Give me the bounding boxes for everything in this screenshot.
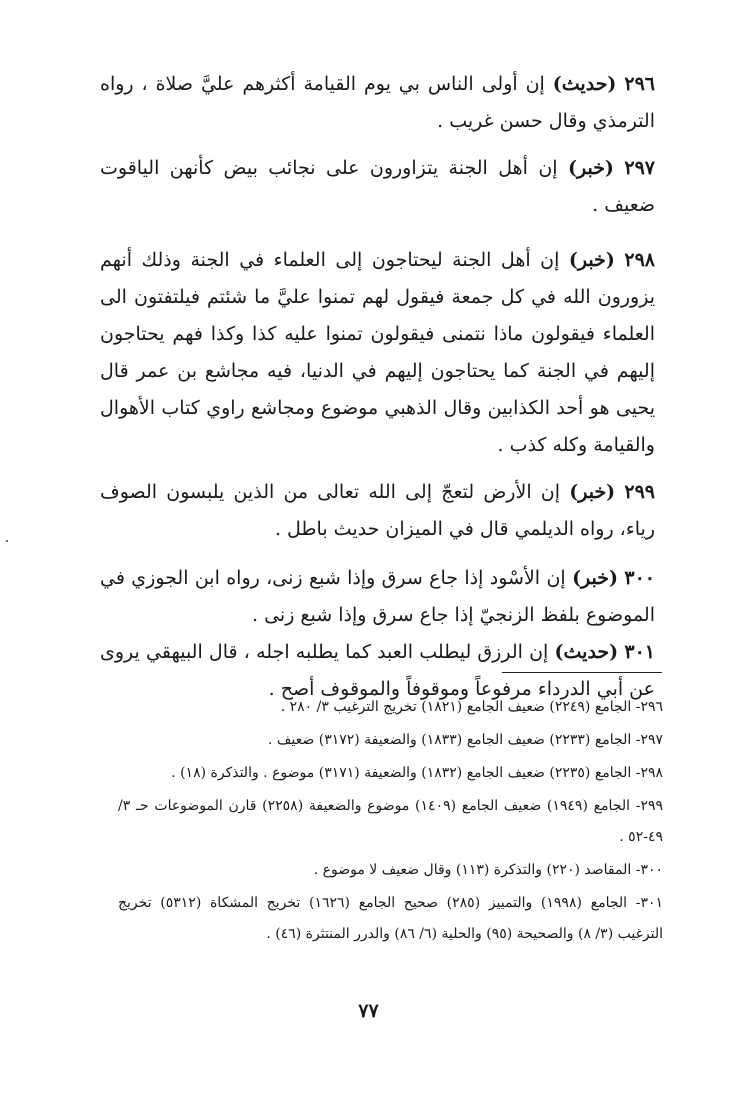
entry-number: ٢٩٧ [624, 157, 655, 179]
entry-number: ٢٩٨ [624, 249, 656, 271]
entry-number: ٣٠٠ [624, 567, 656, 589]
entry-text: إن الأسْود إذا جاع سرق وإذا شبع زنى، رواه ابن الجوزي في الموضوع بلفظ الزنجيّ إذا جاع سرق وإذا شبع زنى . [100, 567, 655, 626]
entry-label: (خبر) [567, 157, 614, 179]
page-number: ٧٧ [358, 1000, 379, 1022]
entry-text: إن أهل الجنة ليحتاجون إلى العلماء في الجنة وذلك أنهم يزورون الله في كل جمعة فيقول لهم تمنوا عليَّ ما شئتم فيلتفتون الى العلماء فيقولون ماذا نتمنى فيقولون تمنوا عليه كذا وكذا فهم يحتاجون إليهم في الجنة كما يحتاجون إليهم في الدنيا، فيه مجاشع بن عمر قال يحيى هو أحد الكذابين وقال الذهبي موضوع ومجاشع راوي كتاب الأهوال والقيامة وكله كذب . [100, 249, 655, 456]
entry-300 [100, 560, 655, 634]
entry-number: ٣٠١ [624, 641, 655, 663]
entry-text: إن الأرض لتعجّ إلى الله تعالى من الذين يلبسون الصوف رياء، رواه الديلمي قال في الميزان حديث باطل . [100, 481, 655, 540]
main-text [100, 66, 655, 718]
entry-text: إن أولى الناس بي يوم القيامة أكثرهم عليَّ صلاة ، رواه الترمذي وقال حسن غريب . [100, 73, 655, 132]
footnote-301: ٣٠١- الجامع (١٩٩٨) والتمييز (٢٨٥) صحيح الجامع (١٦٢٦) تخريج المشكاة (٥٣١٢) تخريج الترغيب (٣/ ٨) والصحيحة (٩٥) والحلية (٦/ ٨٦) والدرر المنتثرة (٤٦) . [118, 895, 663, 942]
entry-298 [100, 242, 655, 464]
entry-text: إن الرزق ليطلب العبد كما يطلبه اجله ، قال البيهقي يروى عن أبي الدرداء مرفوعاً وموقوفاً والموقوف أصح . [100, 641, 655, 700]
entry-number: ٢٩٩ [624, 481, 656, 503]
scan-speck [6, 540, 8, 542]
entry-label: (حديث) [552, 73, 617, 95]
entry-number: ٢٩٦ [624, 73, 655, 95]
footnote-297: ٢٩٧- الجامع (٢٢٣٣) ضعيف الجامع (١٨٣٣) والضعيفة (٣١٧٢) ضعيف . [268, 732, 663, 748]
footnote-divider [502, 672, 662, 673]
footnote-299: ٢٩٩- الجامع (١٩٤٩) ضعيف الجامع (١٤٠٩) موضوع والضعيفة (٢٢٥٨) قارن الموضوعات حـ ٣/ ٤٩-٥٢ . [118, 798, 663, 845]
footnote-296: ٢٩٦- الجامع (٢٢٤٩) ضعيف الجامع (١٨٢١) تخريج الترغيب ٣/ ٢٨٠ . [280, 699, 663, 715]
footnote-298: ٢٩٨- الجامع (٢٢٣٥) ضعيف الجامع (١٨٣٢) والضعيفة (٣١٧١) موضوع . والتذكرة (١٨) . [171, 765, 663, 781]
entry-296 [100, 66, 655, 140]
entry-299 [100, 474, 655, 548]
entry-text: إن أهل الجنة يتزاورون على نجائب بيض كأنهن الياقوت ضعيف . [100, 157, 655, 216]
footnotes [118, 692, 663, 952]
entry-label: (خبر) [569, 481, 616, 503]
entry-label: (خبر) [572, 567, 619, 589]
entry-label: (خبر) [568, 249, 615, 271]
footnote-300: ٣٠٠- المقاصد (٢٢٠) والتذكرة (١١٣) وقال ضعيف لا موضوع . [313, 862, 663, 878]
entry-297 [100, 150, 655, 224]
entry-label: (حديث) [554, 641, 619, 663]
